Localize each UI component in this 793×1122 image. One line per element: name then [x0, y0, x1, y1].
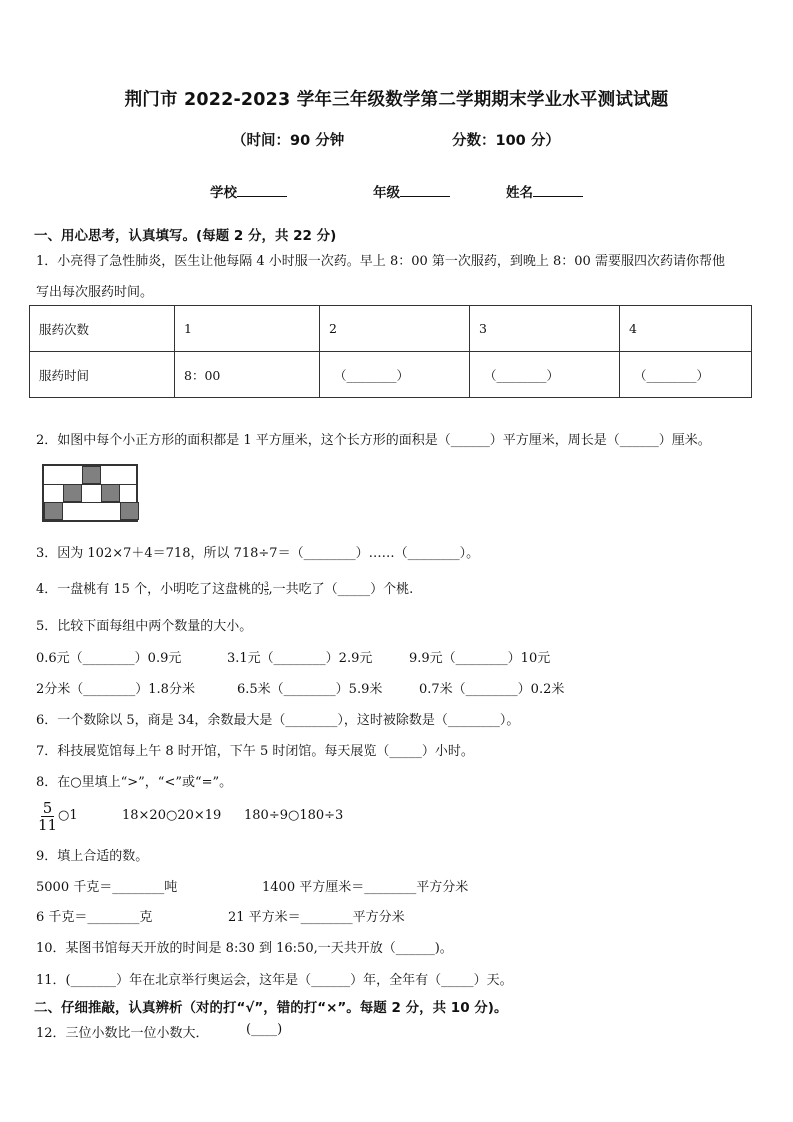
q3-text: 3．因为 102×7＋4＝718，所以 718÷7＝（________）……（________）。 [36, 546, 480, 561]
name-blank[interactable] [533, 184, 583, 197]
page-title: 荆门市 2022-2023 学年三年级数学第二学期期末学业水平测试试题 [124, 90, 669, 110]
conversion-item: 21 平方米＝________平方分米 [228, 910, 405, 925]
compare-item: 0.7米（________）0.2米 [419, 682, 565, 697]
q5-text: 5．比较下面每组中两个数量的大小。 [36, 619, 253, 634]
compare-item: 0.6元（________）0.9元 [36, 651, 182, 666]
fraction-numerator: 5 [42, 799, 53, 817]
exam-time: （时间：90 分钟 [232, 133, 345, 149]
table-cell: 服药时间 [30, 352, 175, 398]
q10-text: 10．某图书馆每天开放的时间是 8:30 到 16:50,一天共开放（______)。 [36, 941, 453, 956]
q9-text: 9．填上合适的数。 [36, 849, 149, 864]
shaded-square [63, 484, 82, 502]
fraction-numerator: 3 [264, 581, 269, 589]
grid-line [44, 484, 136, 485]
section-heading-1: 一、用心思考，认真填写。(每题 2 分，共 22 分) [34, 228, 337, 244]
compare-item: 6.5米（________）5.9米 [237, 682, 383, 697]
name-label: 姓名 [506, 185, 533, 201]
answer-blank[interactable]: (____) [246, 1022, 283, 1037]
grade-label: 年级 [373, 185, 400, 201]
q1-line1: 1．小亮得了急性肺炎，医生让他每隔 4 小时服一次药。早上 8：00 第一次服药，到晚上 8：00 需要服四次药请你帮他 [36, 254, 725, 269]
q4-line [36, 578, 413, 597]
q1-line2: 写出每次服药时间。 [36, 285, 154, 300]
shaded-square [120, 502, 139, 520]
section-heading-2: 二、仔细推敲，认真辨析（对的打“√”，错的打“×”。每题 2 分，共 10 分)。 [34, 1000, 508, 1016]
fraction-five-elevenths [38, 798, 57, 833]
compare-item: 9.9元（________）10元 [409, 651, 551, 666]
fraction-denominator: 5 [264, 589, 269, 597]
q11-text: 11．(_______）年在北京举行奥运会，这年是（______）年，全年有（_____）天。 [36, 973, 513, 988]
table-cell: 服药次数 [30, 306, 175, 352]
shaded-square [82, 466, 101, 484]
conversion-item: 5000 千克＝________吨 [36, 880, 178, 895]
table-row [30, 306, 752, 352]
q4-after: ,一共吃了（_____）个桃. [268, 582, 414, 597]
fraction-denominator: 11 [38, 816, 58, 834]
shaded-square [101, 484, 120, 502]
table-cell: 1 [175, 306, 320, 352]
school-label: 学校 [210, 185, 237, 201]
q12-text: 12．三位小数比一位小数大． [36, 1026, 209, 1041]
q7-text: 7．科技展览馆每上午 8 时开馆，下午 5 时闭馆。每天展览（_____）小时。 [36, 744, 474, 759]
table-cell: 3 [470, 306, 620, 352]
answer-blank[interactable]: （________） [470, 352, 620, 398]
table-cell: 4 [620, 306, 752, 352]
school-blank[interactable] [237, 184, 287, 197]
name-field [506, 181, 583, 201]
school-field [210, 181, 287, 201]
grade-blank[interactable] [400, 184, 450, 197]
table-cell: 8：00 [175, 352, 320, 398]
compare-item: 3.1元（________）2.9元 [227, 651, 373, 666]
compare-item: ○1 [58, 808, 78, 823]
answer-blank[interactable]: （________） [620, 352, 752, 398]
grade-field [373, 181, 450, 201]
answer-blank[interactable]: （________） [320, 352, 470, 398]
conversion-item: 1400 平方厘米＝________平方分米 [262, 880, 469, 895]
shaded-square [44, 502, 63, 520]
q8-text: 8．在○里填上“>”，“<”或“=”。 [36, 775, 233, 790]
q4-before: 4．一盘桃有 15 个，小明吃了这盘桃的 [36, 582, 265, 597]
compare-item: 180÷9○180÷3 [244, 808, 344, 823]
compare-item: 2分米（________）1.8分米 [36, 682, 195, 697]
compare-item: 18×20○20×19 [122, 808, 222, 823]
conversion-item: 6 千克＝________克 [36, 910, 153, 925]
table-cell: 2 [320, 306, 470, 352]
rectangle-grid-figure [42, 464, 138, 522]
q2-text: 2．如图中每个小正方形的面积都是 1 平方厘米，这个长方形的面积是（______）平方厘米，周长是（______）厘米。 [36, 433, 711, 448]
table-row [30, 352, 752, 398]
exam-score: 分数：100 分） [452, 133, 560, 149]
medication-table [29, 305, 752, 398]
q6-text: 6．一个数除以 5，商是 34，余数最大是（________），这时被除数是（________）。 [36, 713, 520, 728]
